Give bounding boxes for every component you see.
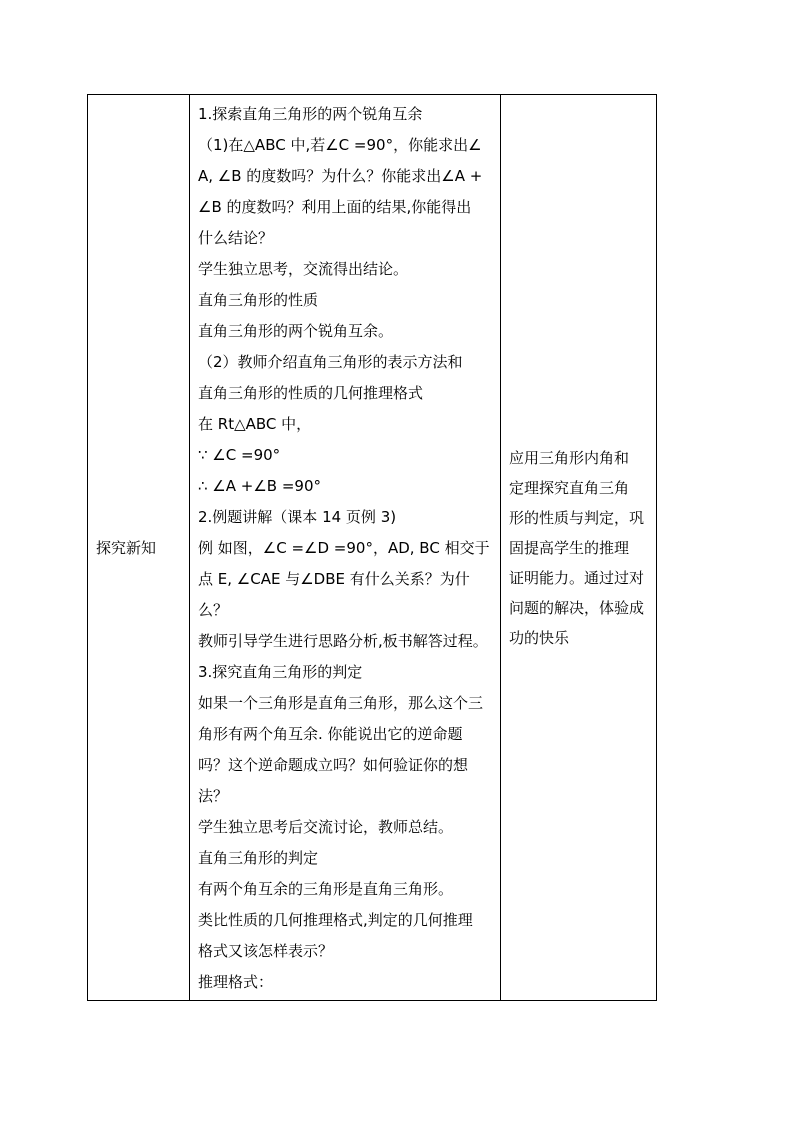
content-line: A, ∠B 的度数吗？为什么？你能求出∠A + bbox=[198, 167, 483, 185]
content-line: 教师引导学生进行思路分析,板书解答过程。 bbox=[198, 632, 488, 650]
section-label-cell bbox=[88, 95, 190, 1001]
content-line: 如果一个三角形是直角三角形，那么这个三 bbox=[198, 694, 484, 712]
content-line: 推理格式： bbox=[198, 973, 274, 991]
intent-line: 固提高学生的推理 bbox=[509, 538, 630, 557]
content-line: 格式又该怎样表示？ bbox=[198, 942, 334, 960]
content-line: （1)在△ABC 中,若∠C =90°，你能求出∠ bbox=[198, 136, 482, 154]
table-row bbox=[88, 95, 657, 1001]
content-line: 2.例题讲解（课本 14 页例 3) bbox=[198, 508, 397, 526]
content-line: ∠B 的度数吗？利用上面的结果,你能得出 bbox=[198, 198, 472, 216]
content-line: 例 如图，∠C =∠D =90°，AD, BC 相交于 bbox=[198, 539, 490, 557]
content-line: ∴ ∠A +∠B =90° bbox=[198, 477, 322, 495]
intent-line: 问题的解决，体验成 bbox=[509, 598, 645, 617]
content-line: 法？ bbox=[198, 787, 229, 805]
content-line: ∵ ∠C =90° bbox=[198, 446, 281, 464]
content-line: 学生独立思考，交流得出结论。 bbox=[198, 260, 409, 278]
content-line: 在 Rt△ABC 中， bbox=[198, 415, 312, 433]
teaching-content-cell bbox=[190, 95, 501, 1001]
design-intent-cell bbox=[501, 95, 657, 1001]
section-label: 探究新知 bbox=[96, 539, 157, 557]
content-line: 直角三角形的判定 bbox=[198, 849, 319, 867]
content-line: 直角三角形的性质 bbox=[198, 291, 319, 309]
content-line: 角形有两个角互余. 你能说出它的逆命题 bbox=[198, 725, 463, 743]
intent-line: 证明能力。通过过对 bbox=[509, 568, 645, 587]
content-line: 有两个角互余的三角形是直角三角形。 bbox=[198, 880, 454, 898]
content-line: 直角三角形的两个锐角互余。 bbox=[198, 322, 394, 340]
lesson-plan-table bbox=[87, 94, 657, 1001]
content-line: 类比性质的几何推理格式,判定的几何推理 bbox=[198, 911, 473, 929]
intent-line: 应用三角形内角和 bbox=[509, 448, 630, 467]
content-line: 什么结论？ bbox=[198, 229, 274, 247]
content-line: 3.探究直角三角形的判定 bbox=[198, 663, 363, 681]
intent-line: 定理探究直角三角 bbox=[509, 478, 630, 497]
content-line: （2）教师介绍直角三角形的表示方法和 bbox=[198, 353, 463, 371]
content-line: 么？ bbox=[198, 601, 229, 619]
intent-line: 形的性质与判定，巩 bbox=[509, 508, 645, 527]
content-line: 1.探索直角三角形的两个锐角互余 bbox=[198, 105, 423, 123]
content-line: 吗？这个逆命题成立吗？如何验证你的想 bbox=[198, 756, 469, 774]
content-line: 直角三角形的性质的几何推理格式 bbox=[198, 384, 424, 402]
intent-line: 功的快乐 bbox=[509, 628, 570, 647]
content-line: 学生独立思考后交流讨论，教师总结。 bbox=[198, 818, 454, 836]
content-line: 点 E, ∠CAE 与∠DBE 有什么关系？为什 bbox=[198, 570, 470, 588]
